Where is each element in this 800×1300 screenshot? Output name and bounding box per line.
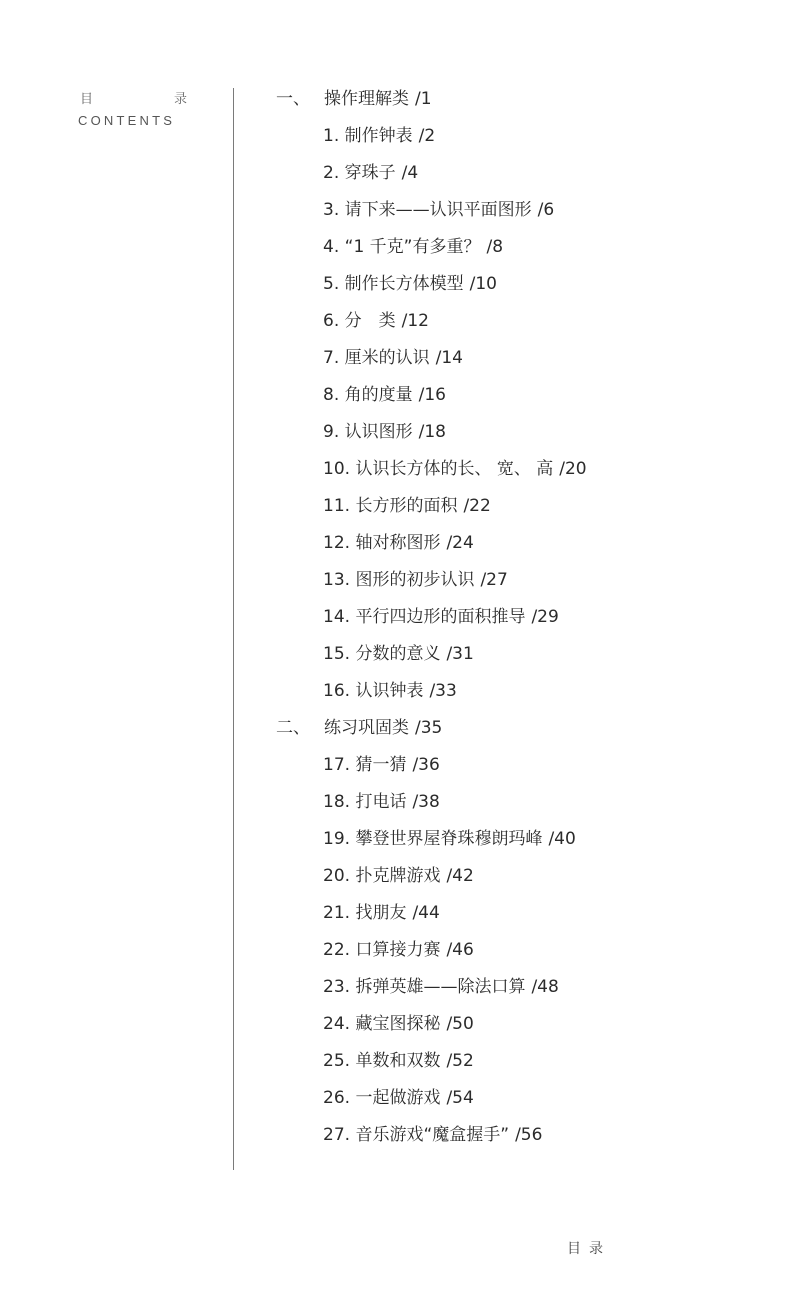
item-page: /36	[412, 755, 440, 775]
item-number: 15.	[323, 644, 351, 664]
item-number: 25.	[323, 1051, 351, 1071]
toc-item[interactable]	[0, 969, 800, 1006]
item-number: 24.	[323, 1014, 351, 1034]
contents-heading-en: CONTENTS	[78, 113, 176, 128]
toc-item[interactable]	[0, 932, 800, 969]
toc-item[interactable]	[0, 895, 800, 932]
item-page: /14	[435, 348, 463, 368]
item-title: 打电话	[355, 792, 407, 812]
toc-item[interactable]	[0, 377, 800, 414]
item-page: /38	[412, 792, 440, 812]
footer-char-1: 目	[567, 1241, 581, 1257]
item-title: 扑克牌游戏	[355, 866, 441, 886]
toc-item[interactable]	[0, 858, 800, 895]
toc-item[interactable]	[0, 784, 800, 821]
item-page: /27	[480, 570, 508, 590]
heading-char-1: 目	[80, 92, 94, 107]
toc-item[interactable]	[0, 192, 800, 229]
item-title: 找朋友	[355, 903, 407, 923]
section-number: 一、	[276, 89, 310, 109]
toc-section[interactable]	[0, 81, 800, 118]
item-number: 6.	[323, 311, 340, 331]
toc-item[interactable]	[0, 673, 800, 710]
item-title: 穿珠子	[344, 163, 396, 183]
item-number: 4.	[323, 237, 340, 257]
item-page: /24	[446, 533, 474, 553]
toc-item[interactable]	[0, 118, 800, 155]
page-footer	[567, 1238, 603, 1258]
item-page: /40	[548, 829, 576, 849]
item-title: 音乐游戏“魔盒握手”	[355, 1125, 510, 1145]
item-page: /31	[446, 644, 474, 664]
item-number: 2.	[323, 163, 340, 183]
item-page: /48	[531, 977, 559, 997]
toc-item[interactable]	[0, 488, 800, 525]
item-page: /42	[446, 866, 474, 886]
item-number: 7.	[323, 348, 340, 368]
item-title: 制作长方体模型	[344, 274, 464, 294]
item-title: 单数和双数	[355, 1051, 441, 1071]
section-title: 练习巩固类	[324, 718, 409, 738]
item-title: 分数的意义	[355, 644, 441, 664]
item-page: /22	[463, 496, 491, 516]
item-page: /56	[515, 1125, 543, 1145]
item-number: 23.	[323, 977, 351, 997]
item-page: /50	[446, 1014, 474, 1034]
item-title: 口算接力赛	[355, 940, 441, 960]
item-page: /6	[537, 200, 555, 220]
section-page: /35	[415, 718, 443, 738]
heading-char-2: 录	[173, 92, 187, 107]
item-number: 8.	[323, 385, 340, 405]
item-number: 13.	[323, 570, 351, 590]
item-title: 请下来——认识平面图形	[344, 200, 532, 220]
item-title: 拆弹英雄——除法口算	[355, 977, 526, 997]
item-page: /16	[418, 385, 446, 405]
toc-item[interactable]	[0, 451, 800, 488]
item-page: /33	[429, 681, 457, 701]
item-number: 20.	[323, 866, 351, 886]
item-title: 厘米的认识	[344, 348, 430, 368]
toc-list	[0, 81, 800, 1154]
item-number: 17.	[323, 755, 351, 775]
toc-item[interactable]	[0, 1080, 800, 1117]
item-number: 11.	[323, 496, 351, 516]
item-title: 制作钟表	[344, 126, 413, 146]
item-page: /12	[401, 311, 429, 331]
section-number: 二、	[276, 718, 310, 738]
toc-item[interactable]	[0, 340, 800, 377]
item-number: 21.	[323, 903, 351, 923]
item-title: 分 类	[344, 311, 396, 331]
item-number: 3.	[323, 200, 340, 220]
item-title: 角的度量	[344, 385, 413, 405]
item-title: 藏宝图探秘	[355, 1014, 441, 1034]
item-number: 27.	[323, 1125, 351, 1145]
item-page: /4	[401, 163, 419, 183]
item-page: /20	[559, 459, 587, 479]
item-page: /8	[486, 237, 504, 257]
item-title: 认识钟表	[355, 681, 424, 701]
toc-item[interactable]	[0, 562, 800, 599]
item-number: 5.	[323, 274, 340, 294]
section-page: /1	[415, 89, 432, 109]
toc-item[interactable]	[0, 155, 800, 192]
toc-item[interactable]	[0, 266, 800, 303]
item-title: 长方形的面积	[355, 496, 458, 516]
item-title: 图形的初步认识	[355, 570, 475, 590]
item-title: 认识长方体的长、 宽、 高	[355, 459, 554, 479]
item-title: 平行四边形的面积推导	[355, 607, 526, 627]
toc-section[interactable]	[0, 710, 800, 747]
item-number: 9.	[323, 422, 340, 442]
item-page: /46	[446, 940, 474, 960]
item-title: 轴对称图形	[355, 533, 441, 553]
toc-item[interactable]	[0, 414, 800, 451]
item-number: 16.	[323, 681, 351, 701]
item-page: /10	[469, 274, 497, 294]
toc-item[interactable]	[0, 747, 800, 784]
item-page: /2	[418, 126, 436, 146]
item-number: 18.	[323, 792, 351, 812]
item-title: 猜一猜	[355, 755, 407, 775]
item-number: 1.	[323, 126, 340, 146]
item-number: 26.	[323, 1088, 351, 1108]
item-number: 14.	[323, 607, 351, 627]
item-page: /29	[531, 607, 559, 627]
toc-item[interactable]	[0, 636, 800, 673]
item-page: /44	[412, 903, 440, 923]
toc-item[interactable]	[0, 525, 800, 562]
toc-item[interactable]	[0, 303, 800, 340]
toc-item[interactable]	[0, 599, 800, 636]
item-number: 22.	[323, 940, 351, 960]
item-number: 19.	[323, 829, 351, 849]
item-page: /18	[418, 422, 446, 442]
toc-item[interactable]	[0, 1043, 800, 1080]
item-title: 一起做游戏	[355, 1088, 441, 1108]
section-title: 操作理解类	[324, 89, 409, 109]
item-number: 10.	[323, 459, 351, 479]
footer-char-2: 录	[589, 1241, 603, 1257]
toc-item[interactable]	[0, 229, 800, 266]
toc-item[interactable]	[0, 821, 800, 858]
toc-item[interactable]	[0, 1117, 800, 1154]
item-title: 认识图形	[344, 422, 413, 442]
item-title: 攀登世界屋脊珠穆朗玛峰	[355, 829, 543, 849]
item-page: /54	[446, 1088, 474, 1108]
item-title: “1 千克”有多重？	[344, 237, 481, 257]
item-number: 12.	[323, 533, 351, 553]
toc-item[interactable]	[0, 1006, 800, 1043]
item-page: /52	[446, 1051, 474, 1071]
